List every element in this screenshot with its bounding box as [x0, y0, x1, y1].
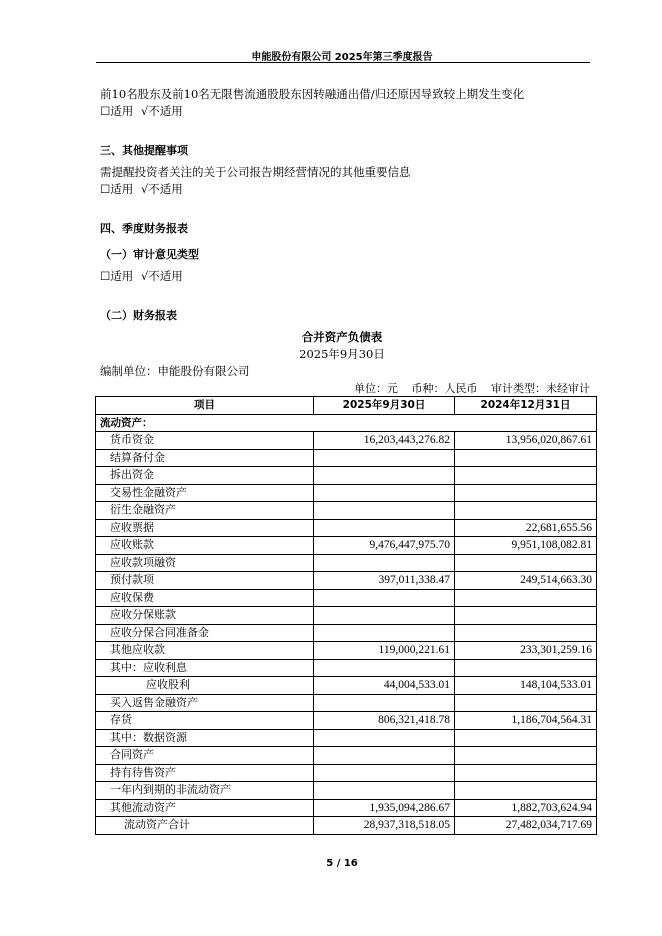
row-value-2024	[455, 589, 597, 607]
table-row	[96, 572, 597, 590]
row-label: 持有待售资产	[96, 764, 314, 782]
row-value-2024: 27,482,034,717.69	[455, 817, 597, 835]
row-value-2025	[314, 764, 455, 782]
row-value-2024	[455, 747, 597, 765]
report-preparer: 编制单位：申能股份有限公司	[100, 364, 250, 378]
balance-sheet-table	[95, 396, 597, 835]
row-label: 应收款项融资	[96, 554, 314, 572]
not-applicable-checkbox[interactable]: √不适用	[140, 182, 183, 196]
row-value-2024: 233,301,259.16	[455, 642, 597, 660]
row-value-2024	[455, 467, 597, 485]
unit-label: 单位：元	[354, 382, 398, 395]
row-value-2024: 249,514,663.30	[455, 572, 597, 590]
table-row	[96, 484, 597, 502]
applicable-checkbox[interactable]: ☐适用	[100, 104, 134, 118]
row-value-2025: 397,011,338.47	[314, 572, 455, 590]
row-value-2024: 22,681,655.56	[455, 519, 597, 537]
row-value-2024: 148,104,533.01	[455, 677, 597, 695]
row-value-2025	[314, 467, 455, 485]
sub2-title: （二）财务报表	[100, 309, 177, 322]
row-value-2024: 9,951,108,082.81	[455, 537, 597, 555]
row-label: 结算备付金	[96, 449, 314, 467]
row-value-2024	[455, 624, 597, 642]
row-value-2025: 28,937,318,518.05	[314, 817, 455, 835]
report-unit-line	[344, 380, 590, 396]
row-value-2025	[314, 694, 455, 712]
not-applicable-checkbox[interactable]: √不适用	[140, 104, 183, 118]
row-value-2024	[455, 782, 597, 800]
row-value-2025	[314, 659, 455, 677]
table-row	[96, 502, 597, 520]
table-row	[96, 624, 597, 642]
header-date-2025: 2025年9月30日	[314, 397, 455, 415]
row-value-2025: 44,004,533.01	[314, 677, 455, 695]
row-value-2025	[314, 519, 455, 537]
row-value-2025	[314, 554, 455, 572]
section4-title: 四、季度财务报表	[100, 222, 188, 235]
row-value-2025	[314, 782, 455, 800]
row-value-2025: 1,935,094,286.67	[314, 799, 455, 817]
row-value-2024: 1,882,703,624.94	[455, 799, 597, 817]
row-label: 一年内到期的非流动资产	[96, 782, 314, 800]
row-label: 其他应收款	[96, 642, 314, 660]
section3-text: 需提醒投资者关注的关于公司报告期经营情况的其他重要信息	[100, 165, 411, 179]
row-label: 拆出资金	[96, 467, 314, 485]
row-value-2024: 1,186,704,564.31	[455, 712, 597, 730]
row-label: 预付款项	[96, 572, 314, 590]
report-date: 2025年9月30日	[299, 347, 385, 361]
header-date-2024: 2024年12月31日	[455, 397, 597, 415]
row-value-2025	[314, 484, 455, 502]
row-value-2024	[455, 554, 597, 572]
row-label: 衍生金融资产	[96, 502, 314, 520]
row-label: 其他流动资产	[96, 799, 314, 817]
row-label: 应收账款	[96, 537, 314, 555]
header-rule	[96, 62, 590, 63]
table-row	[96, 554, 597, 572]
row-value-2025	[314, 502, 455, 520]
table-row	[96, 817, 597, 835]
table-row	[96, 782, 597, 800]
row-label: 货币资金	[96, 432, 314, 450]
row-value-2024	[455, 764, 597, 782]
not-applicable-checkbox[interactable]: √不适用	[140, 269, 183, 283]
table-row	[96, 712, 597, 730]
audit-label: 审计类型：未经审计	[491, 382, 590, 395]
row-value-2025: 16,203,443,276.82	[314, 432, 455, 450]
table-row	[96, 799, 597, 817]
table-row	[96, 677, 597, 695]
section3-title: 三、其他提醒事项	[100, 144, 188, 157]
row-value-2025: 9,476,447,975.70	[314, 537, 455, 555]
row-label: 交易性金融资产	[96, 484, 314, 502]
option-row-1	[100, 103, 187, 119]
row-value-2025: 119,000,221.61	[314, 642, 455, 660]
table-row	[96, 642, 597, 660]
row-value-2024	[455, 607, 597, 625]
row-label: 买入返售金融资产	[96, 694, 314, 712]
table-row	[96, 659, 597, 677]
row-value-2024	[455, 729, 597, 747]
row-value-2024	[455, 449, 597, 467]
row-value-2025	[314, 624, 455, 642]
page-number: 5 / 16	[326, 858, 358, 869]
section-row	[96, 414, 597, 432]
row-value-2025	[314, 449, 455, 467]
row-label: 应收分保账款	[96, 607, 314, 625]
row-value-2025	[314, 729, 455, 747]
table-row	[96, 519, 597, 537]
row-value-2025	[314, 607, 455, 625]
row-label: 应收票据	[96, 519, 314, 537]
row-label: 其中：数据资源	[96, 729, 314, 747]
row-label: 存货	[96, 712, 314, 730]
table-row	[96, 432, 597, 450]
section-current-assets: 流动资产：	[96, 414, 597, 432]
applicable-checkbox[interactable]: ☐适用	[100, 182, 134, 196]
row-label: 应收分保合同准备金	[96, 624, 314, 642]
sub1-title: （一）审计意见类型	[100, 248, 199, 261]
row-value-2025	[314, 589, 455, 607]
table-row	[96, 694, 597, 712]
table-row	[96, 607, 597, 625]
table-row	[96, 449, 597, 467]
table-row	[96, 537, 597, 555]
option-row-2	[100, 181, 187, 197]
row-label: 应收保费	[96, 589, 314, 607]
row-value-2024	[455, 659, 597, 677]
row-value-2024	[455, 694, 597, 712]
table-row	[96, 729, 597, 747]
row-label: 应收股利	[96, 677, 314, 695]
row-value-2024	[455, 502, 597, 520]
report-title: 合并资产负债表	[301, 330, 383, 344]
row-label: 其中：应收利息	[96, 659, 314, 677]
applicable-checkbox[interactable]: ☐适用	[100, 269, 134, 283]
row-label: 流动资产合计	[96, 817, 314, 835]
table-row	[96, 589, 597, 607]
row-value-2024: 13,956,020,867.61	[455, 432, 597, 450]
table-header-row	[96, 397, 597, 415]
page-header: 申能股份有限公司 2025年第三季度报告	[251, 52, 433, 63]
row-value-2024	[455, 484, 597, 502]
table-row	[96, 467, 597, 485]
row-value-2025	[314, 747, 455, 765]
table-row	[96, 747, 597, 765]
header-item: 项目	[96, 397, 314, 415]
currency-label: 币种：人民币	[411, 382, 478, 395]
option-row-3	[100, 268, 187, 284]
margin-trading-text: 前10名股东及前10名无限售流通股股东因转融通出借/归还原因导致较上期发生变化	[100, 87, 525, 101]
row-value-2025: 806,321,418.78	[314, 712, 455, 730]
table-row	[96, 764, 597, 782]
row-label: 合同资产	[96, 747, 314, 765]
